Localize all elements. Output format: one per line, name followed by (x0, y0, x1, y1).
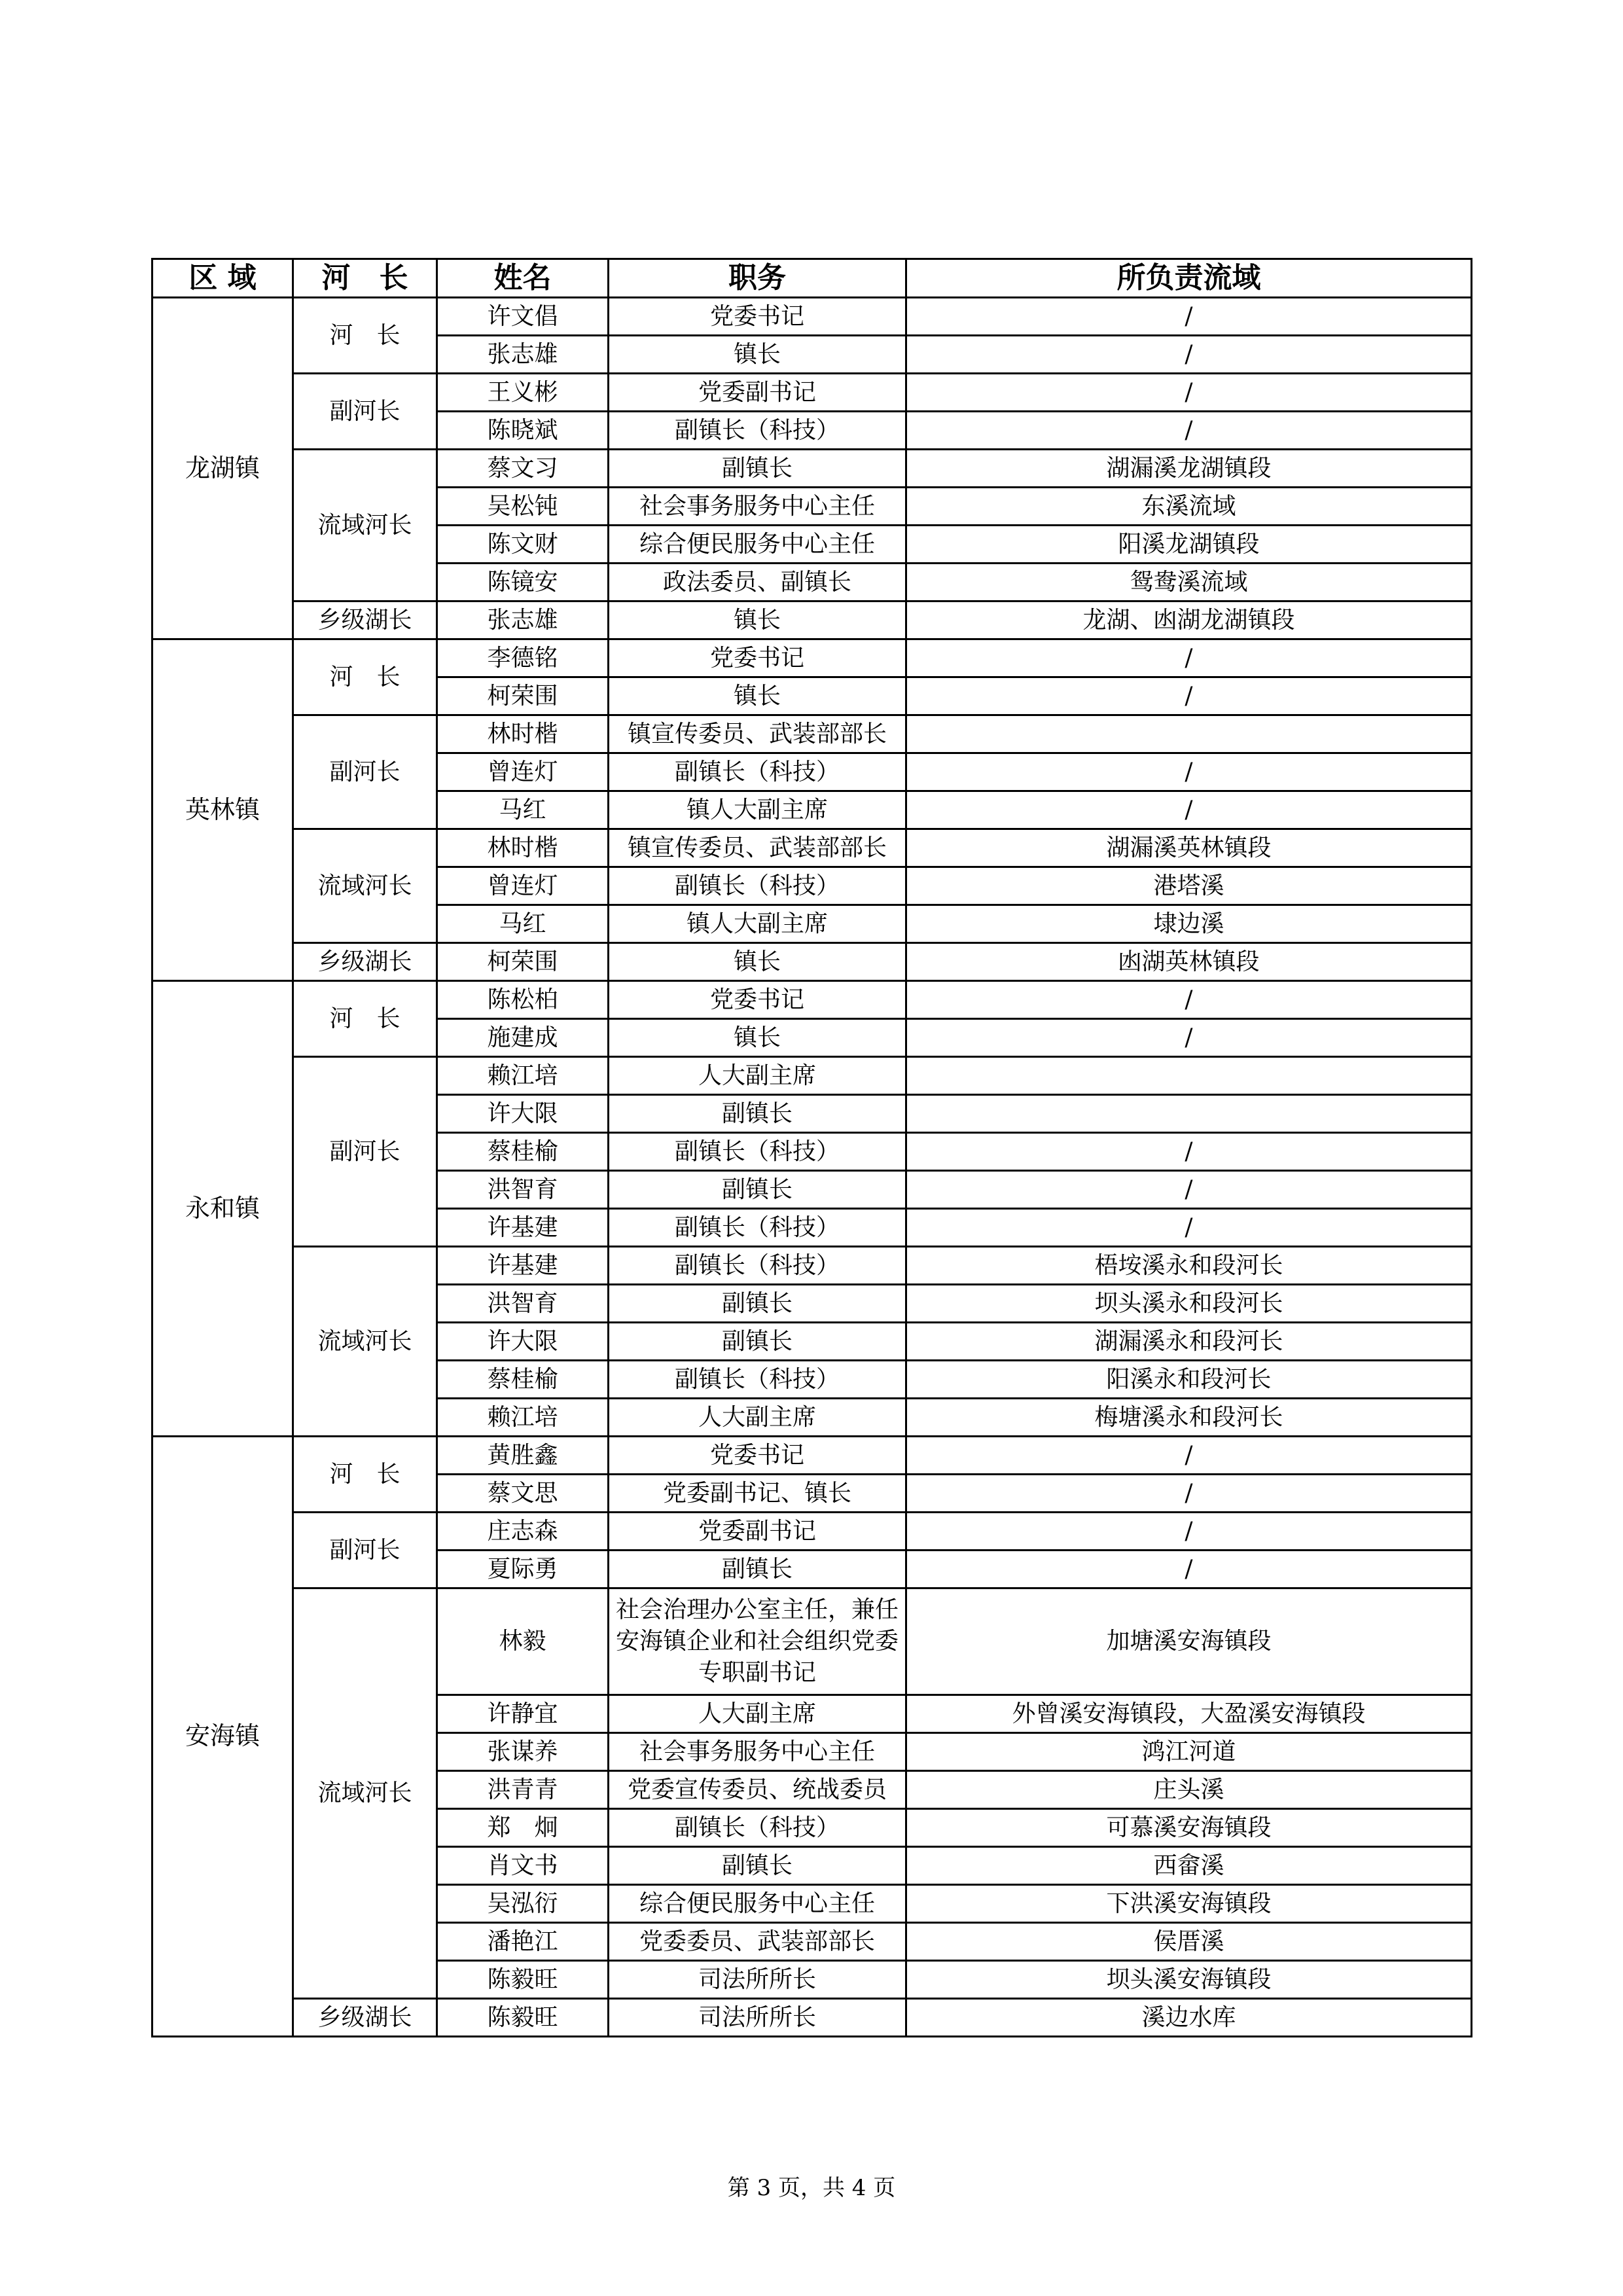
position-cell: 镇宣传委员、武装部部长 (609, 829, 906, 867)
basin-cell: 梅塘溪永和段河长 (906, 1399, 1472, 1437)
position-cell: 政法委员、副镇长 (609, 564, 906, 601)
role-cell: 副河长 (293, 715, 437, 829)
position-cell: 镇长 (609, 1019, 906, 1057)
basin-cell: / (906, 1475, 1472, 1513)
name-cell: 王义彬 (437, 374, 609, 412)
basin-cell: 港塔溪 (906, 867, 1472, 905)
position-cell: 人大副主席 (609, 1399, 906, 1437)
table-row (152, 1513, 1472, 1551)
basin-cell: 西畲溪 (906, 1847, 1472, 1885)
position-cell: 镇宣传委员、武装部部长 (609, 715, 906, 753)
basin-cell: / (906, 981, 1472, 1019)
table-header-row (152, 259, 1472, 298)
basin-cell: / (906, 1551, 1472, 1588)
position-cell: 副镇长 (609, 1323, 906, 1361)
position-cell: 综合便民服务中心主任 (609, 526, 906, 564)
region-cell: 英林镇 (152, 639, 293, 981)
name-cell: 林毅 (437, 1588, 609, 1695)
name-cell: 许文倡 (437, 298, 609, 336)
basin-cell: 湖漏溪龙湖镇段 (906, 450, 1472, 488)
basin-cell: 溪边水库 (906, 1999, 1472, 2037)
position-cell: 副镇长 (609, 1095, 906, 1133)
position-cell: 副镇长（科技） (609, 1247, 906, 1285)
role-cell: 副河长 (293, 1057, 437, 1247)
name-cell: 曾连灯 (437, 753, 609, 791)
basin-cell: / (906, 1513, 1472, 1551)
basin-cell: 湖漏溪英林镇段 (906, 829, 1472, 867)
name-cell: 蔡文习 (437, 450, 609, 488)
position-cell: 副镇长 (609, 1285, 906, 1323)
position-cell: 镇人大副主席 (609, 791, 906, 829)
region-cell: 安海镇 (152, 1437, 293, 2037)
position-cell: 党委副书记 (609, 1513, 906, 1551)
position-cell: 党委委员、武装部部长 (609, 1923, 906, 1961)
name-cell: 陈文财 (437, 526, 609, 564)
basin-cell (906, 1095, 1472, 1133)
name-cell: 吴泓衍 (437, 1885, 609, 1923)
position-cell: 镇长 (609, 677, 906, 715)
position-cell: 人大副主席 (609, 1057, 906, 1095)
position-cell: 镇长 (609, 336, 906, 374)
position-cell: 镇长 (609, 943, 906, 981)
position-cell: 副镇长（科技） (609, 1209, 906, 1247)
name-cell: 洪青青 (437, 1771, 609, 1809)
position-cell: 副镇长（科技） (609, 867, 906, 905)
name-cell: 夏际勇 (437, 1551, 609, 1588)
basin-cell: 加塘溪安海镇段 (906, 1588, 1472, 1695)
basin-cell: / (906, 412, 1472, 450)
name-cell: 张志雄 (437, 601, 609, 639)
position-cell: 党委宣传委员、统战委员 (609, 1771, 906, 1809)
position-cell: 副镇长 (609, 450, 906, 488)
table-row (152, 1437, 1472, 1475)
name-cell: 肖文书 (437, 1847, 609, 1885)
basin-cell: 庄头溪 (906, 1771, 1472, 1809)
basin-cell: 龙湖、凼湖龙湖镇段 (906, 601, 1472, 639)
table-row (152, 943, 1472, 981)
basin-cell: 凼湖英林镇段 (906, 943, 1472, 981)
table-row (152, 1247, 1472, 1285)
basin-cell: / (906, 298, 1472, 336)
name-cell: 陈松柏 (437, 981, 609, 1019)
name-cell: 黄胜鑫 (437, 1437, 609, 1475)
table-row (152, 601, 1472, 639)
role-cell: 乡级湖长 (293, 1999, 437, 2037)
name-cell: 洪智育 (437, 1285, 609, 1323)
role-cell: 流域河长 (293, 1247, 437, 1437)
name-cell: 许大限 (437, 1323, 609, 1361)
name-cell: 许静宜 (437, 1695, 609, 1733)
table-row (152, 298, 1472, 336)
position-cell: 党委书记 (609, 981, 906, 1019)
name-cell: 施建成 (437, 1019, 609, 1057)
position-cell: 副镇长 (609, 1171, 906, 1209)
name-cell: 蔡桂榆 (437, 1361, 609, 1399)
position-cell: 副镇长 (609, 1551, 906, 1588)
basin-cell (906, 715, 1472, 753)
basin-cell: 侯厝溪 (906, 1923, 1472, 1961)
basin-cell: / (906, 791, 1472, 829)
basin-cell: 湖漏溪永和段河长 (906, 1323, 1472, 1361)
basin-cell: / (906, 1171, 1472, 1209)
table-row (152, 1588, 1472, 1695)
role-cell: 河 长 (293, 298, 437, 374)
name-cell: 许基建 (437, 1247, 609, 1285)
name-cell: 洪智育 (437, 1171, 609, 1209)
basin-cell: 鸳鸯溪流域 (906, 564, 1472, 601)
name-cell: 郑 炯 (437, 1809, 609, 1847)
basin-cell: 可慕溪安海镇段 (906, 1809, 1472, 1847)
role-cell: 副河长 (293, 374, 437, 450)
name-cell: 蔡桂榆 (437, 1133, 609, 1171)
table-row (152, 450, 1472, 488)
basin-cell: 梧垵溪永和段河长 (906, 1247, 1472, 1285)
basin-cell: / (906, 1209, 1472, 1247)
name-cell: 林时楷 (437, 829, 609, 867)
name-cell: 柯荣围 (437, 943, 609, 981)
basin-cell: / (906, 374, 1472, 412)
basin-cell: 坝头溪安海镇段 (906, 1961, 1472, 1999)
name-cell: 许基建 (437, 1209, 609, 1247)
river-chief-table (151, 258, 1472, 2037)
basin-cell: 阳溪永和段河长 (906, 1361, 1472, 1399)
name-cell: 陈镜安 (437, 564, 609, 601)
position-cell: 党委书记 (609, 639, 906, 677)
basin-cell: 阳溪龙湖镇段 (906, 526, 1472, 564)
name-cell: 马红 (437, 791, 609, 829)
name-cell: 陈毅旺 (437, 1961, 609, 1999)
table-row (152, 981, 1472, 1019)
table-row (152, 1999, 1472, 2037)
position-cell: 综合便民服务中心主任 (609, 1885, 906, 1923)
name-cell: 潘艳江 (437, 1923, 609, 1961)
table-row (152, 1057, 1472, 1095)
name-cell: 马红 (437, 905, 609, 943)
position-cell: 党委副书记 (609, 374, 906, 412)
position-cell: 党委书记 (609, 1437, 906, 1475)
position-cell: 党委副书记、镇长 (609, 1475, 906, 1513)
name-cell: 张志雄 (437, 336, 609, 374)
table-row (152, 715, 1472, 753)
header-basin: 所负责流域 (906, 259, 1472, 298)
role-cell: 河 长 (293, 981, 437, 1057)
basin-cell: / (906, 639, 1472, 677)
header-region: 区 域 (152, 259, 293, 298)
position-cell: 镇长 (609, 601, 906, 639)
basin-cell: 坝头溪永和段河长 (906, 1285, 1472, 1323)
name-cell: 蔡文思 (437, 1475, 609, 1513)
position-cell: 副镇长（科技） (609, 412, 906, 450)
role-cell: 河 长 (293, 1437, 437, 1513)
name-cell: 柯荣围 (437, 677, 609, 715)
basin-cell: 东溪流域 (906, 488, 1472, 526)
basin-cell: 鸿江河道 (906, 1733, 1472, 1771)
basin-cell: 外曾溪安海镇段，大盈溪安海镇段 (906, 1695, 1472, 1733)
role-cell: 乡级湖长 (293, 601, 437, 639)
position-cell: 人大副主席 (609, 1695, 906, 1733)
table-row (152, 374, 1472, 412)
basin-cell: / (906, 1133, 1472, 1171)
name-cell: 曾连灯 (437, 867, 609, 905)
name-cell: 庄志森 (437, 1513, 609, 1551)
basin-cell: / (906, 753, 1472, 791)
position-cell: 副镇长（科技） (609, 1809, 906, 1847)
role-cell: 副河长 (293, 1513, 437, 1588)
position-cell: 副镇长（科技） (609, 1361, 906, 1399)
basin-cell: / (906, 677, 1472, 715)
name-cell: 李德铭 (437, 639, 609, 677)
header-position: 职务 (609, 259, 906, 298)
table-row (152, 639, 1472, 677)
region-cell: 龙湖镇 (152, 298, 293, 639)
basin-cell: / (906, 1437, 1472, 1475)
page-footer: 第 3 页，共 4 页 (727, 2175, 896, 2201)
basin-cell: / (906, 1019, 1472, 1057)
table-row (152, 829, 1472, 867)
header-name: 姓名 (437, 259, 609, 298)
name-cell: 吴松钝 (437, 488, 609, 526)
role-cell: 流域河长 (293, 450, 437, 601)
position-cell: 社会事务服务中心主任 (609, 488, 906, 526)
basin-cell: 下洪溪安海镇段 (906, 1885, 1472, 1923)
position-cell: 社会治理办公室主任，兼任安海镇企业和社会组织党委专职副书记 (609, 1588, 906, 1695)
basin-cell: 埭边溪 (906, 905, 1472, 943)
basin-cell: / (906, 336, 1472, 374)
role-cell: 河 长 (293, 639, 437, 715)
role-cell: 流域河长 (293, 1588, 437, 1999)
position-cell: 副镇长 (609, 1847, 906, 1885)
position-cell: 副镇长（科技） (609, 1133, 906, 1171)
name-cell: 赖江培 (437, 1399, 609, 1437)
name-cell: 张谋养 (437, 1733, 609, 1771)
header-role: 河 长 (293, 259, 437, 298)
region-cell: 永和镇 (152, 981, 293, 1437)
name-cell: 陈晓斌 (437, 412, 609, 450)
name-cell: 陈毅旺 (437, 1999, 609, 2037)
position-cell: 镇人大副主席 (609, 905, 906, 943)
position-cell: 社会事务服务中心主任 (609, 1733, 906, 1771)
name-cell: 赖江培 (437, 1057, 609, 1095)
position-cell: 党委书记 (609, 298, 906, 336)
position-cell: 司法所所长 (609, 1999, 906, 2037)
role-cell: 流域河长 (293, 829, 437, 943)
position-cell: 副镇长（科技） (609, 753, 906, 791)
name-cell: 林时楷 (437, 715, 609, 753)
basin-cell (906, 1057, 1472, 1095)
position-cell: 司法所所长 (609, 1961, 906, 1999)
role-cell: 乡级湖长 (293, 943, 437, 981)
name-cell: 许大限 (437, 1095, 609, 1133)
